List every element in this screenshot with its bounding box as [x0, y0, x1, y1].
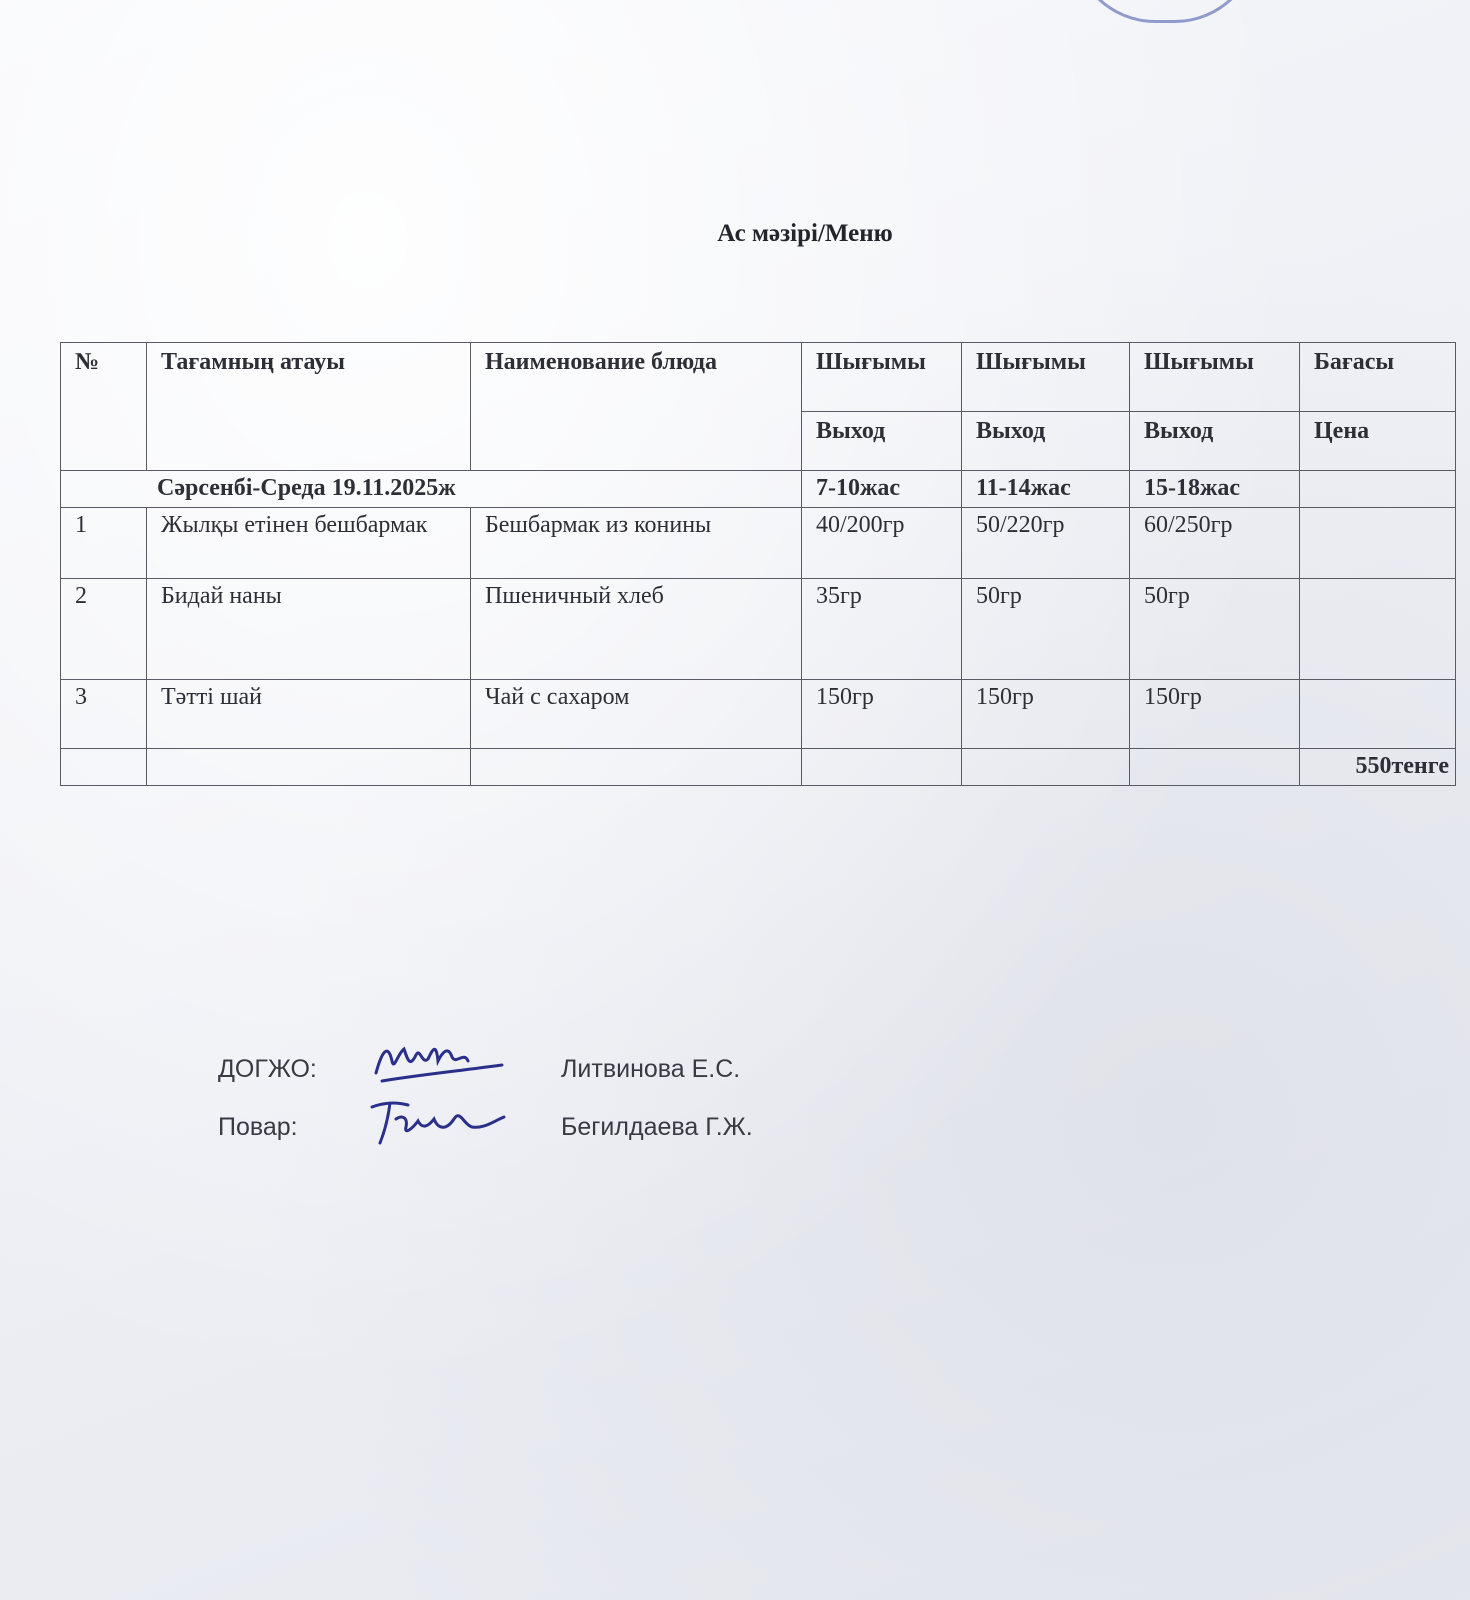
price-cell — [1300, 508, 1456, 579]
dish-name-ru: Пшеничный хлеб — [471, 579, 802, 680]
price-cell — [1300, 680, 1456, 749]
row-number: 3 — [61, 680, 147, 749]
output-age-3: 60/250гр — [1130, 508, 1300, 579]
header-output-kz-3: Шығымы — [1130, 343, 1300, 412]
output-age-2: 150гр — [962, 680, 1130, 749]
age-group-1: 7-10жас — [802, 471, 962, 508]
age-group-3: 15-18жас — [1130, 471, 1300, 508]
total-empty-cell — [471, 749, 802, 786]
handwritten-signature-icon — [368, 1031, 508, 1091]
signature-name: Литвинова Е.С. — [561, 1055, 741, 1083]
total-empty-cell — [1130, 749, 1300, 786]
dish-name-kz: Тәтті шай — [147, 680, 471, 749]
total-row — [61, 749, 1456, 786]
signature-name: Бегилдаева Г.Ж. — [561, 1113, 753, 1141]
table-row — [61, 508, 1456, 579]
document-title: Ас мәзірі/Меню — [717, 220, 893, 247]
dish-name-ru: Бешбармак из конины — [471, 508, 802, 579]
header-number: № — [61, 343, 147, 471]
table-row — [61, 579, 1456, 680]
total-empty-cell — [962, 749, 1130, 786]
header-price-ru: Цена — [1300, 412, 1456, 471]
signature-role: Повар: — [218, 1113, 298, 1141]
stamp-fragment — [1072, 0, 1258, 23]
header-name-ru: Наименование блюда — [471, 343, 802, 471]
output-age-1: 40/200гр — [802, 508, 962, 579]
age-group-2: 11-14жас — [962, 471, 1130, 508]
handwritten-signature-icon — [368, 1089, 508, 1149]
output-age-3: 50гр — [1130, 579, 1300, 680]
total-empty-cell — [802, 749, 962, 786]
table-row — [61, 680, 1456, 749]
header-price-kz: Бағасы — [1300, 343, 1456, 412]
output-age-3: 150гр — [1130, 680, 1300, 749]
header-output-ru-3: Выход — [1130, 412, 1300, 471]
header-output-kz-2: Шығымы — [962, 343, 1130, 412]
output-age-2: 50/220гр — [962, 508, 1130, 579]
row-number: 1 — [61, 508, 147, 579]
total-empty-cell — [147, 749, 471, 786]
total-price: 550тенге — [1300, 749, 1456, 786]
signature-role: ДОГЖО: — [218, 1055, 317, 1083]
output-age-2: 50гр — [962, 579, 1130, 680]
output-age-1: 150гр — [802, 680, 962, 749]
day-label: Сәрсенбі-Среда 19.11.2025ж — [61, 471, 802, 508]
dish-name-kz: Жылқы етінен бешбармак — [147, 508, 471, 579]
price-cell — [1300, 579, 1456, 680]
header-output-ru-1: Выход — [802, 412, 962, 471]
header-row-kz — [61, 343, 1456, 412]
header-name-kz: Тағамның атауы — [147, 343, 471, 471]
menu-table — [60, 342, 1456, 786]
day-row — [61, 471, 1456, 508]
row-number: 2 — [61, 579, 147, 680]
header-output-kz-1: Шығымы — [802, 343, 962, 412]
total-empty-cell — [61, 749, 147, 786]
output-age-1: 35гр — [802, 579, 962, 680]
dish-name-kz: Бидай наны — [147, 579, 471, 680]
dish-name-ru: Чай с сахаром — [471, 680, 802, 749]
day-price-empty — [1300, 471, 1456, 508]
header-output-ru-2: Выход — [962, 412, 1130, 471]
